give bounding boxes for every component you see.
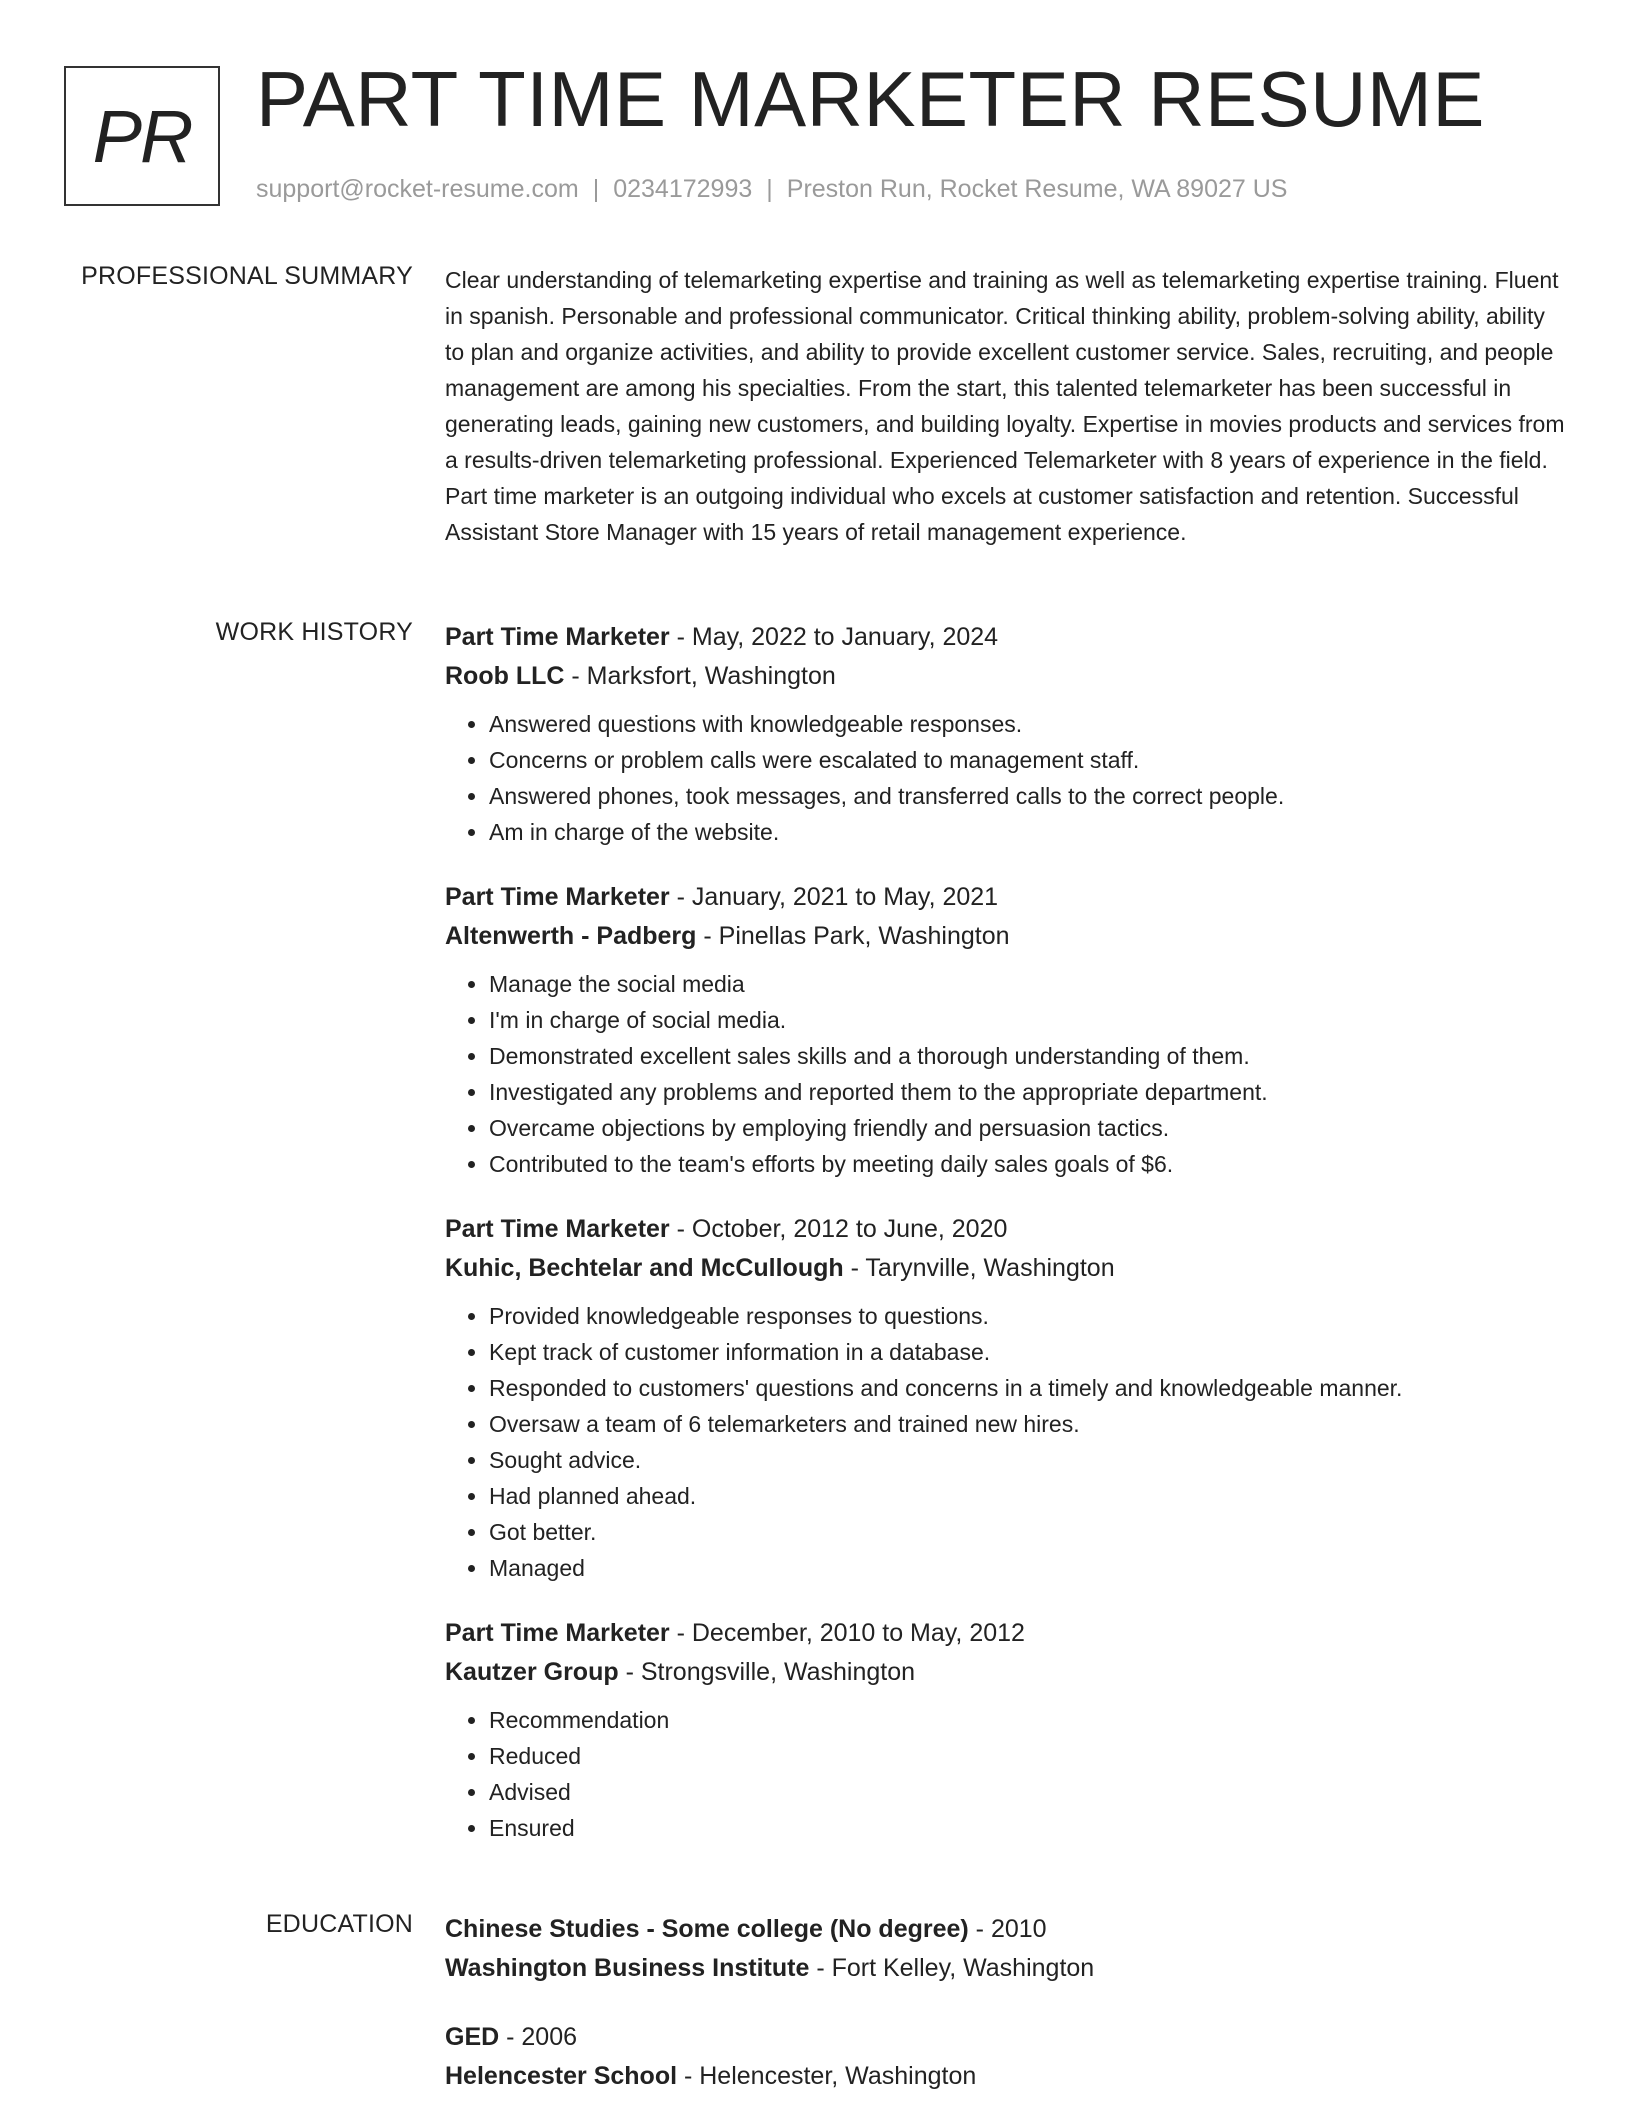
job-title-line — [445, 618, 1565, 657]
contact-separator: | — [766, 175, 773, 203]
job-bullet: • Answered questions with knowledgeable responses. — [489, 706, 1565, 742]
education-school-line — [445, 1949, 1565, 1988]
education-entry — [445, 2018, 1565, 2096]
initials-monogram — [64, 66, 220, 206]
job-company-line — [445, 1653, 1565, 1692]
contact-line — [256, 175, 1287, 204]
education-school: Washington Business Institute — [445, 1954, 810, 1982]
job-title-line — [445, 1210, 1565, 1249]
job-dates: - December, 2010 to May, 2012 — [669, 1619, 1025, 1647]
job-list — [445, 618, 1565, 1874]
job-bullet-list — [445, 1298, 1565, 1586]
job-entry — [445, 878, 1565, 1182]
job-company: Kautzer Group — [445, 1658, 619, 1686]
job-bullet: • Oversaw a team of 6 telemarketers and trained new hires. — [489, 1406, 1565, 1442]
job-title: Part Time Marketer — [445, 883, 670, 911]
job-bullet: • Managed — [489, 1550, 1565, 1586]
job-bullet: • Kept track of customer information in a database. — [489, 1334, 1565, 1370]
job-bullet: • Reduced — [489, 1738, 1565, 1774]
job-title: Part Time Marketer — [445, 623, 670, 651]
job-dates: - January, 2021 to May, 2021 — [669, 883, 999, 911]
job-dates: - October, 2012 to June, 2020 — [669, 1215, 1008, 1243]
job-company: Kuhic, Bechtelar and McCullough — [445, 1254, 844, 1282]
education-year: - 2010 — [968, 1915, 1047, 1943]
job-bullet: • Got better. — [489, 1514, 1565, 1550]
education-year: - 2006 — [499, 2023, 578, 2051]
education-heading: EDUCATION — [265, 1910, 413, 1938]
job-location: - Tarynville, Washington — [843, 1254, 1115, 1282]
job-company-line — [445, 1249, 1565, 1288]
education-degree-line — [445, 2018, 1565, 2057]
job-bullet: • Recommendation — [489, 1702, 1565, 1738]
education-school: Helencester School — [445, 2062, 678, 2090]
job-bullet: • Answered phones, took messages, and transferred calls to the correct people. — [489, 778, 1565, 814]
education-degree: Chinese Studies - Some college (No degree) — [445, 1915, 969, 1943]
job-bullet: • Investigated any problems and reported them to the appropriate department. — [489, 1074, 1565, 1110]
job-entry — [445, 1614, 1565, 1846]
summary-text: Clear understanding of telemarketing expertise and training as well as telemarketing expertise training. Fluent in spanish. Personable and professional communicator. Critical thinking ability, problem-solving ability, ability to plan and organize activities, and ability to provide excellent customer service. Sales, recruiting, and people management are among his specialties. From the start, this talented telemarketer has been successful in generating leads, gaining new customers, and building loyalty. Expertise in movies products and services from a results-driven telemarketing professional. Experienced Telemarketer with 8 years of experience in the field. Part time marketer is an outgoing individual who excels at customer satisfaction and retention. Successful Assistant Store Manager with 15 years of retail management experience. — [445, 267, 1565, 545]
education-location: - Fort Kelley, Washington — [809, 1954, 1095, 1982]
job-bullet-list — [445, 706, 1565, 850]
job-bullet-list — [445, 966, 1565, 1182]
resume-title: PART TIME MARKETER RESUME — [256, 55, 1485, 143]
job-company: Altenwerth - Padberg — [445, 922, 697, 950]
education-degree-line — [445, 1910, 1565, 1949]
contact-phone: 0234172993 — [613, 175, 753, 203]
job-location: - Pinellas Park, Washington — [696, 922, 1010, 950]
education-degree: GED — [445, 2023, 500, 2051]
job-company: Roob LLC — [445, 662, 565, 690]
job-company-line — [445, 917, 1565, 956]
education-school-line — [445, 2057, 1565, 2096]
contact-email: support@rocket-resume.com — [256, 175, 579, 203]
job-bullet: • Responded to customers' questions and concerns in a timely and knowledgeable manner. — [489, 1370, 1565, 1406]
contact-address: Preston Run, Rocket Resume, WA 89027 US — [786, 175, 1288, 203]
job-bullet: • Demonstrated excellent sales skills and a thorough understanding of them. — [489, 1038, 1565, 1074]
summary-heading: PROFESSIONAL SUMMARY — [81, 262, 413, 290]
job-bullet: • Advised — [489, 1774, 1565, 1810]
education-entry — [445, 1910, 1565, 1988]
job-bullet: • Ensured — [489, 1810, 1565, 1846]
contact-separator: | — [592, 175, 600, 203]
job-entry — [445, 1210, 1565, 1586]
job-title-line — [445, 1614, 1565, 1653]
job-bullet: • I'm in charge of social media. — [489, 1002, 1565, 1038]
initials-text: PR — [92, 94, 192, 178]
job-entry — [445, 618, 1565, 850]
job-title: Part Time Marketer — [445, 1619, 670, 1647]
job-bullet: • Am in charge of the website. — [489, 814, 1565, 850]
job-bullet: • Contributed to the team's efforts by meeting daily sales goals of $6. — [489, 1146, 1565, 1182]
job-bullet: • Overcame objections by employing friendly and persuasion tactics. — [489, 1110, 1565, 1146]
job-location: - Marksfort, Washington — [564, 662, 836, 690]
job-location: - Strongsville, Washington — [618, 1658, 916, 1686]
job-bullet-list — [445, 1702, 1565, 1846]
job-bullet: • Sought advice. — [489, 1442, 1565, 1478]
job-title-line — [445, 878, 1565, 917]
job-bullet: • Had planned ahead. — [489, 1478, 1565, 1514]
job-title: Part Time Marketer — [445, 1215, 670, 1243]
job-bullet: • Concerns or problem calls were escalated to management staff. — [489, 742, 1565, 778]
job-company-line — [445, 657, 1565, 696]
education-list — [445, 1910, 1565, 2126]
job-bullet: • Provided knowledgeable responses to questions. — [489, 1298, 1565, 1334]
education-location: - Helencester, Washington — [677, 2062, 977, 2090]
work-history-heading: WORK HISTORY — [215, 618, 413, 646]
job-dates: - May, 2022 to January, 2024 — [669, 623, 999, 651]
job-bullet: • Manage the social media — [489, 966, 1565, 1002]
